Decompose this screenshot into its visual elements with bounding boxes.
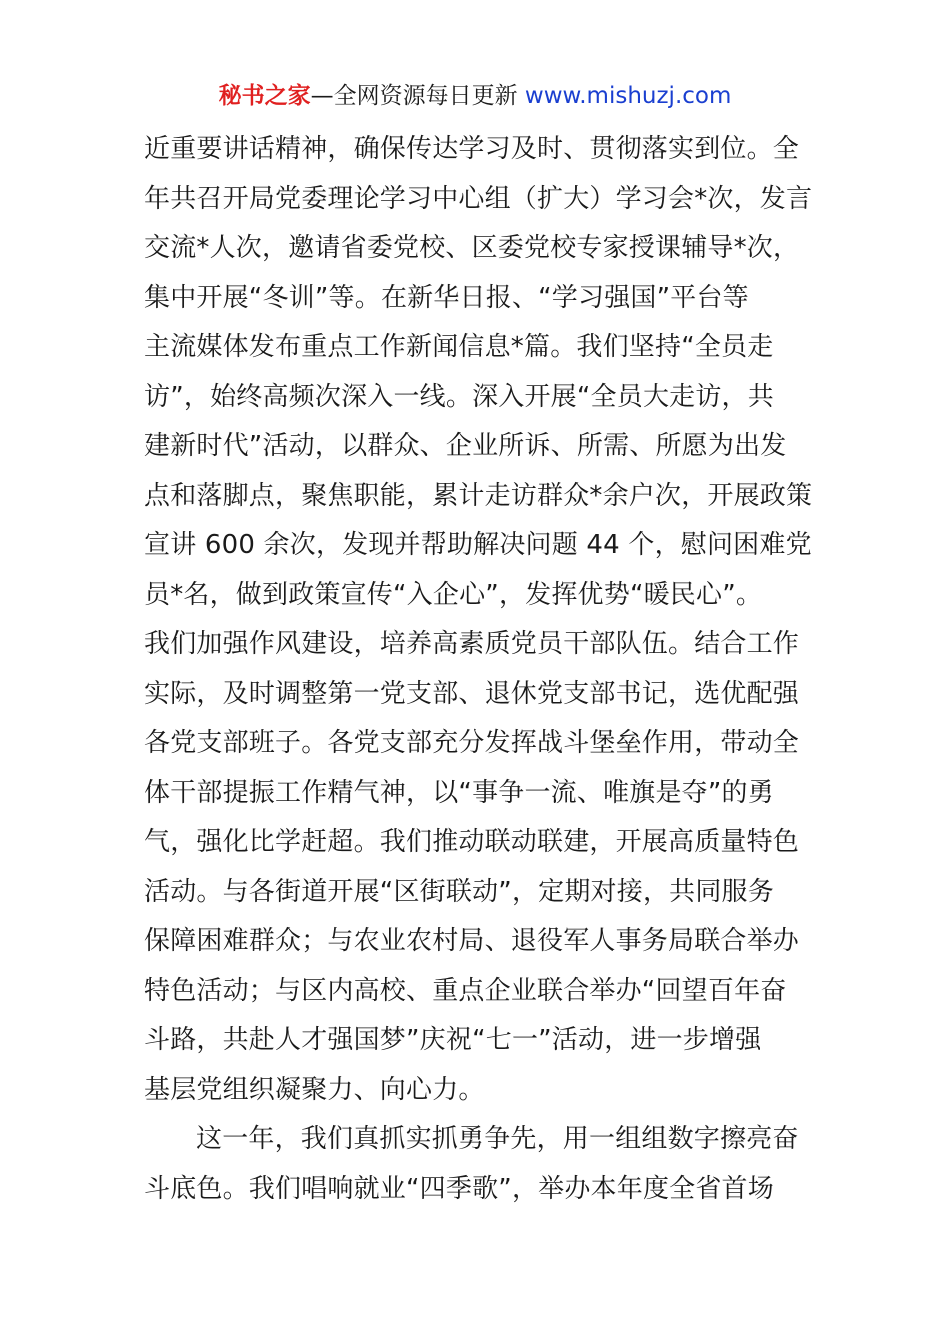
text-line: 访”，始终高频次深入一线。深入开展“全员大走访，共 bbox=[144, 381, 774, 412]
text-line: 各党支部班子。各党支部充分发挥战斗堡垒作用，带动全 bbox=[144, 728, 800, 758]
text-line: 年共召开局党委理论学习中心组（扩大）学习会*次，发言 bbox=[144, 183, 813, 214]
text-line: 员*名，做到政策宣传“入企心”，发挥优势“暖民心”。 bbox=[144, 579, 763, 610]
text-line: 基层党组织凝聚力、向心力。 bbox=[144, 1074, 485, 1105]
text-line: 建新时代”活动，以群众、企业所诉、所需、所愿为出发 bbox=[144, 431, 787, 461]
site-tagline: —全网资源每日更新 bbox=[310, 83, 525, 109]
text-line: 点和落脚点，聚焦职能，累计走访群众*余户次，开展政策 bbox=[144, 480, 813, 511]
text-line: 这一年，我们真抓实抓勇争先，用一组组数字擦亮奋 bbox=[196, 1124, 799, 1154]
text-line: 活动。与各街道开展“区街联动”，定期对接，共同服务 bbox=[144, 876, 774, 907]
text-line: 保障困难群众；与农业农村局、退役军人事务局联合举办 bbox=[144, 926, 800, 956]
paragraph-1 bbox=[144, 125, 824, 1115]
text-line: 主流媒体发布重点工作新闻信息*篇。我们坚持“全员走 bbox=[144, 332, 774, 362]
site-url[interactable]: www.mishuzj.com bbox=[524, 83, 732, 109]
text-line: 集中开展“冬训”等。在新华日报、“学习强国”平台等 bbox=[144, 282, 749, 313]
text-line: 特色活动；与区内高校、重点企业联合举办“回望百年奋 bbox=[144, 975, 787, 1006]
text-line: 斗路，共赴人才强国梦”庆祝“七一”活动，进一步增强 bbox=[144, 1025, 762, 1055]
text-line: 我们加强作风建设，培养高素质党员干部队伍。结合工作 bbox=[144, 629, 800, 659]
paragraph-2 bbox=[144, 1115, 824, 1214]
site-header bbox=[0, 80, 950, 112]
text-line: 气，强化比学赶超。我们推动联动联建，开展高质量特色 bbox=[144, 827, 800, 857]
text-line: 实际，及时调整第一党支部、退休党支部书记，选优配强 bbox=[144, 678, 800, 709]
site-brand: 秘书之家 bbox=[218, 83, 311, 109]
text-line: 体干部提振工作精气神，以“事争一流、唯旗是夺”的勇 bbox=[144, 777, 774, 808]
text-line: 近重要讲话精神，确保传达学习及时、贯彻落实到位。全 bbox=[144, 134, 800, 164]
document-body bbox=[144, 125, 824, 1214]
text-line: 宣讲 600 余次，发现并帮助解决问题 44 个，慰问困难党 bbox=[144, 530, 812, 560]
text-line: 交流*人次，邀请省委党校、区委党校专家授课辅导*次， bbox=[144, 233, 800, 263]
text-line: 斗底色。我们唱响就业“四季歌”，举办本年度全省首场 bbox=[144, 1173, 774, 1204]
